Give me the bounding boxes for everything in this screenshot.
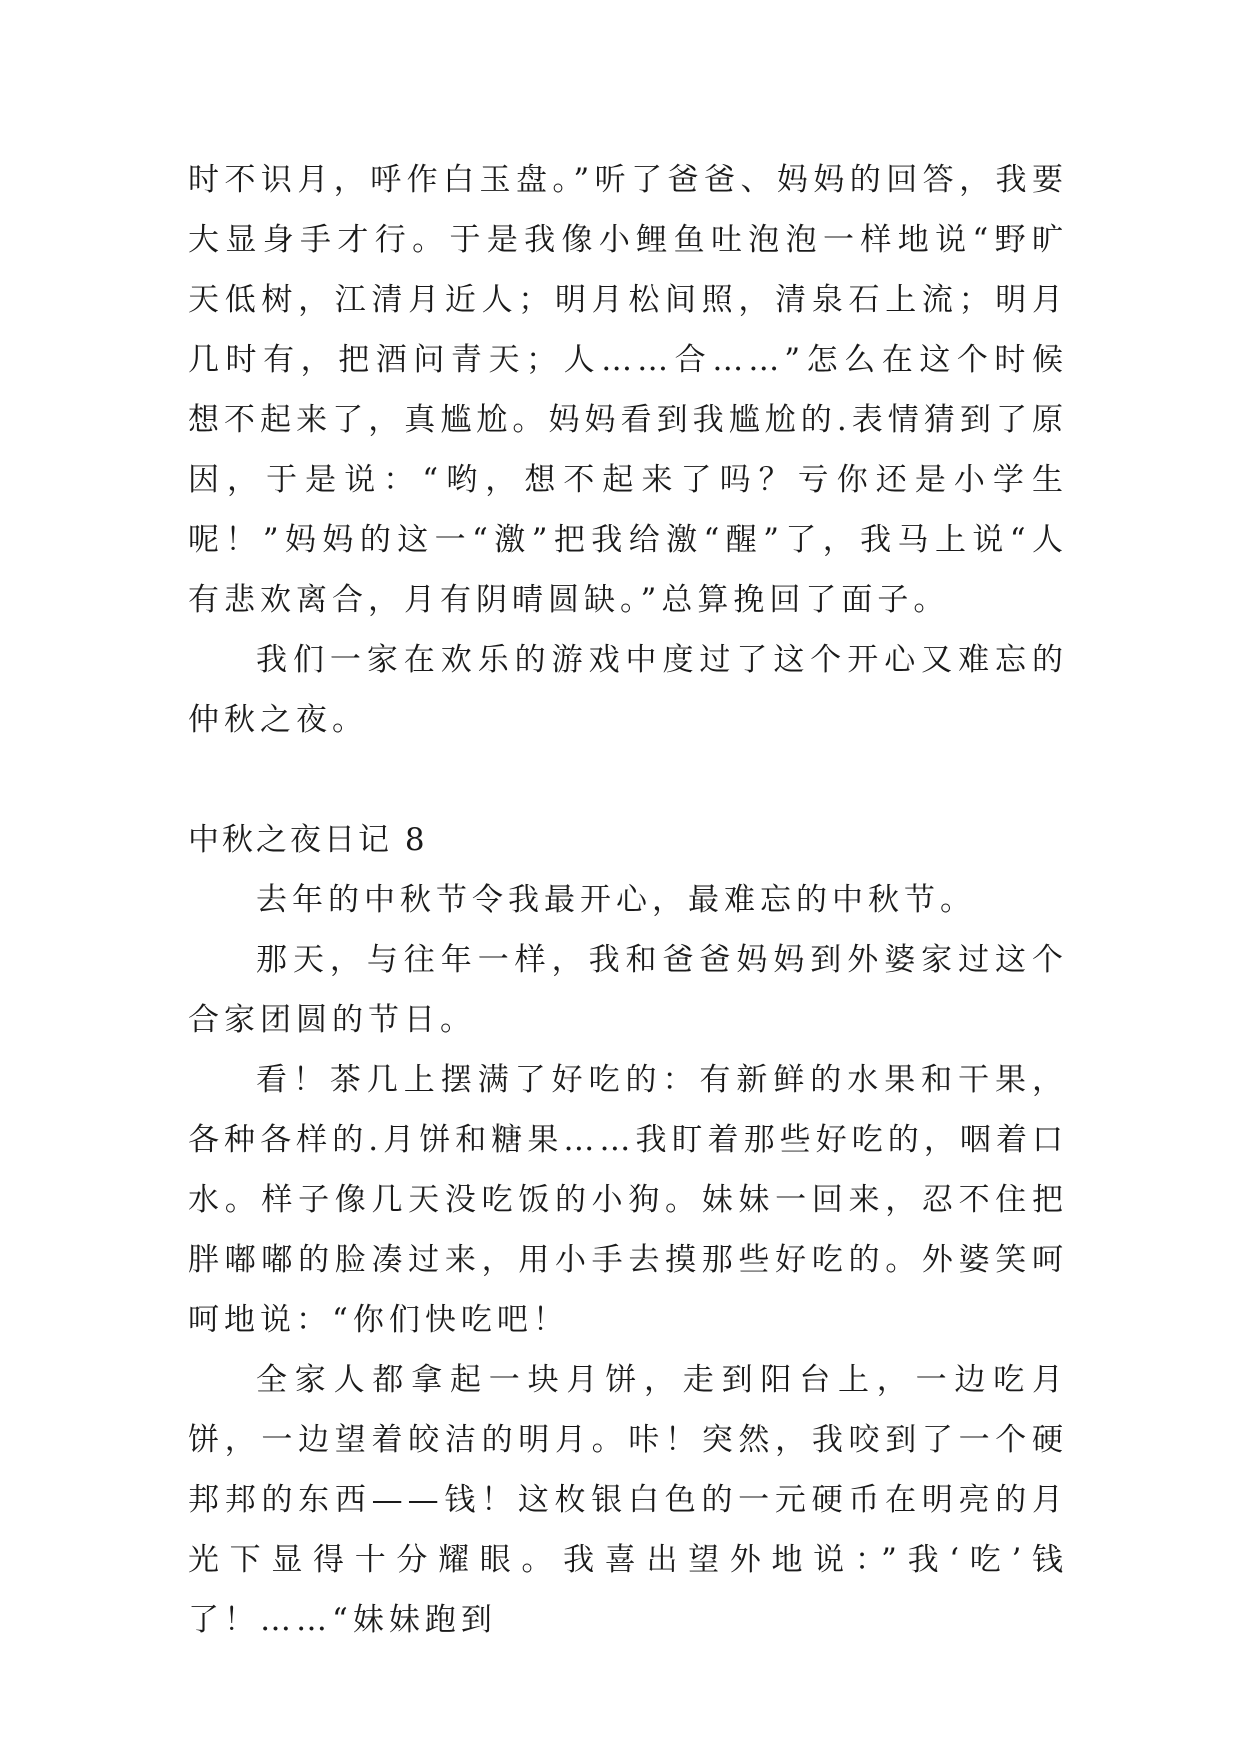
paragraph-continued: 时不识月，呼作白玉盘。”听了爸爸、妈妈的回答，我要大显身手才行。于是我像小鲤鱼吐泡泡一样地说“野旷天低树，江清月近人；明月松间照，清泉石上流；明月几时有，把酒问青天；人……合……”怎么在这个时候想不起来了，真尴尬。妈妈看到我尴尬的.表情猜到了原因，于是说：“哟，想不起来了吗？亏你还是小学生呢！”妈妈的这一“激”把我给激“醒”了，我马上说“人有悲欢离合，月有阴晴圆缺。”总算挽回了面子。 xyxy=(188,162,1068,618)
document-page xyxy=(188,150,1068,1650)
diary-title: 中秋之夜日记 8 xyxy=(188,822,428,858)
paragraph-tea-table: 看！茶几上摆满了好吃的：有新鲜的水果和干果，各种各样的.月饼和糖果……我盯着那些好吃的，咽着口水。样子像几天没吃饭的小狗。妹妹一回来，忍不住把胖嘟嘟的脸凑过来，用小手去摸那些好吃的。外婆笑呵呵地说：“你们快吃吧！ xyxy=(188,1062,1068,1338)
paragraph-intro: 去年的中秋节令我最开心，最难忘的中秋节。 xyxy=(256,882,976,918)
paragraph-that-day: 那天，与往年一样，我和爸爸妈妈到外婆家过这个合家团圆的节日。 xyxy=(188,942,1068,1038)
paragraph-ending: 我们一家在欢乐的游戏中度过了这个开心又难忘的仲秋之夜。 xyxy=(188,642,1068,738)
paragraph-balcony: 全家人都拿起一块月饼，走到阳台上，一边吃月饼，一边望着皎洁的明月。咔！突然，我咬到了一个硬邦邦的东西——钱！这枚银白色的一元硬币在明亮的月光下显得十分耀眼。我喜出望外地说：”我‘吃’钱了！……“妹妹跑到 xyxy=(188,1362,1068,1638)
